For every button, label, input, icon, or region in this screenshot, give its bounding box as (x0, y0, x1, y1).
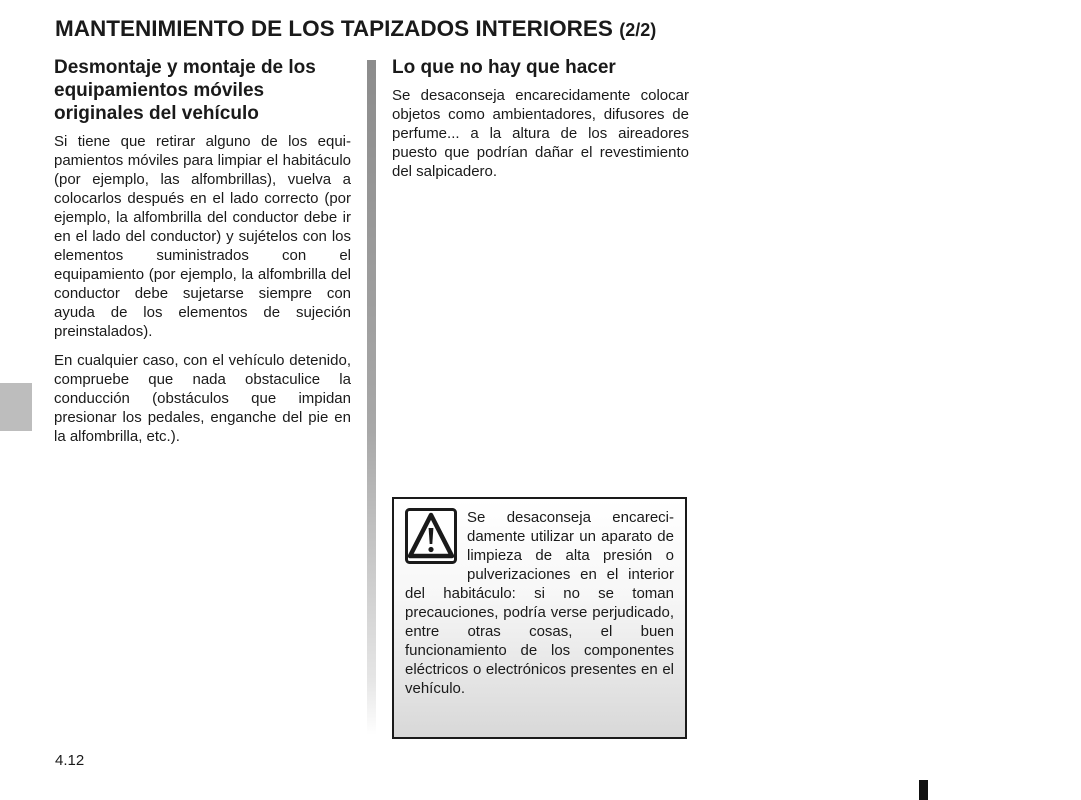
right-paragraph: Se desaconseja encarecidamente colocar objetos como ambientadores, difusores de perfume... a la altura de los aireadores puesto que podrían dañar el revestimiento del salpicadero. (392, 87, 689, 180)
warning-triangle-icon (405, 508, 457, 564)
warning-box (392, 497, 687, 739)
left-paragraph-1: Si tiene que retirar alguno de los equipamientos móviles para limpiar el habitáculo (por ejemplo, las alfombrillas), vuelva a colocarlos después en el lado correcto (por ejemplo, la alfombrilla del conductor debe ir en el lado del conductor) y sujételos con los elementos suministrados con el equipamiento (por ejemplo, la alfombrilla del conductor debe sujetarse siempre con ayuda de los elementos de sujeción preinstalados). (54, 133, 351, 340)
right-column (392, 56, 689, 191)
right-section-heading: Lo que no hay que hacer (392, 57, 616, 78)
left-column (54, 56, 351, 456)
left-paragraph-2: En cualquier caso, con el vehículo detenido, compruebe que nada obstaculice la conducción (obstáculos que impidan presionar los pedales, enganche del pie en la alfombrilla, etc.). (54, 352, 351, 445)
corner-marker (919, 780, 928, 800)
page-title-suffix: (2/2) (619, 20, 657, 40)
left-section-heading: Desmontaje y montaje de los equipamientos móviles originales del vehículo (54, 57, 316, 124)
chapter-side-tab (0, 383, 32, 431)
page-number: 4.12 (55, 752, 85, 769)
column-divider (367, 60, 376, 735)
page-title-text: MANTENIMIENTO DE LOS TAPIZADOS INTERIORES (55, 16, 613, 41)
warning-text: Se desaconseja encarecidamente utilizar un aparato de limpieza de alta presión o pulverizaciones en el interior del habitáculo: si no se toman precauciones, podría verse perjudicado, entre otras cosas, el buen funcionamiento de los componentes eléctricos o electrónicos presentes en el vehículo. (405, 509, 674, 697)
page-title (55, 16, 656, 42)
